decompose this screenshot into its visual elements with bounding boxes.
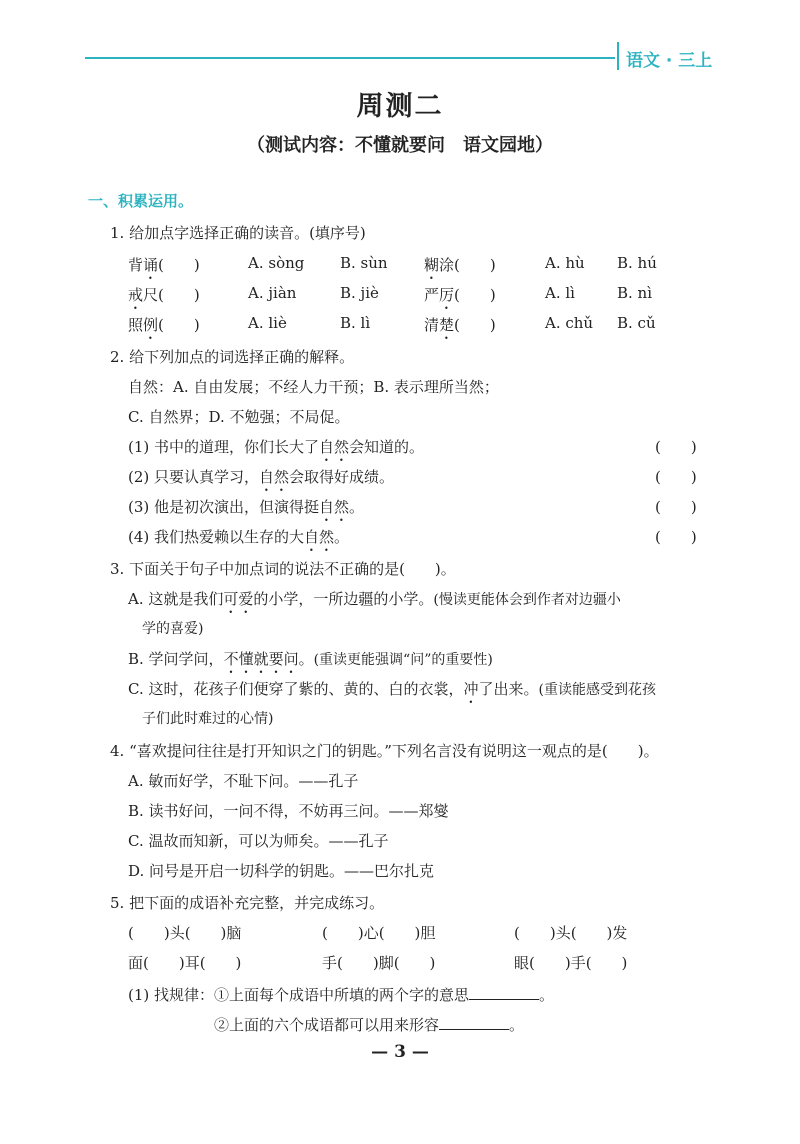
page-title: 周测二 bbox=[356, 91, 444, 122]
q4-option-a: A. 敏而好学，不耻下问。——孔子 bbox=[128, 772, 359, 790]
q5-idiom-1: ( )头( )脑 bbox=[128, 924, 242, 942]
q1-row-2-word: 戒尺( ) bbox=[128, 286, 200, 304]
q2-item-3-answer[interactable]: ( ) bbox=[655, 498, 697, 516]
page-number: — 3 — bbox=[371, 1042, 429, 1062]
q2-item-1: (1) 书中的道理，你们长大了自然会知道的。 bbox=[128, 438, 425, 456]
question-5-stem: 5. 把下面的成语补充完整，并完成练习。 bbox=[110, 894, 385, 912]
question-4-stem: 4. “喜欢提问往往是打开知识之门的钥匙。”下列名言没有说明这一观点的是( )。 bbox=[110, 742, 659, 760]
header-divider bbox=[617, 42, 619, 70]
q1-row-3-option-b2: B. cǔ bbox=[617, 314, 656, 332]
q1-row-3-word: 照例( ) bbox=[128, 316, 200, 334]
q5-sub-2-blank[interactable] bbox=[439, 1015, 509, 1030]
q1-row-1-option-b: B. sùn bbox=[340, 254, 388, 272]
q2-item-2: (2) 只要认真学习，自然会取得好成绩。 bbox=[128, 468, 395, 486]
q5-idiom-4: 面( )耳( ) bbox=[128, 954, 242, 972]
header-rule bbox=[85, 57, 615, 59]
q5-idiom-3: ( )头( )发 bbox=[514, 924, 628, 942]
q1-row-2-option-b2: B. nì bbox=[617, 284, 653, 302]
q4-option-d: D. 问号是开启一切科学的钥匙。——巴尔扎克 bbox=[128, 862, 435, 880]
q1-row-2-option-b: B. jiè bbox=[340, 284, 379, 302]
q5-idiom-6: 眼( )手( ) bbox=[514, 954, 628, 972]
q1-row-1-option-a2: A. hù bbox=[545, 254, 585, 272]
q5-idiom-2: ( )心( )胆 bbox=[322, 924, 436, 942]
q1-row-3-option-a2: A. chǔ bbox=[545, 314, 594, 332]
q1-row-1-option-b2: B. hú bbox=[617, 254, 657, 272]
q3-option-a-note-cont: 学的喜爱) bbox=[142, 621, 204, 637]
q5-sub-1: (1) 找规律：①上面每个成语中所填的两个字的意思 。 bbox=[128, 986, 555, 1004]
q3-option-a: A. 这就是我们可爱的小学，一所边疆的小学。(慢读更能体会到作者对边疆小 bbox=[128, 590, 621, 608]
header-subject-tag: 语文 · 三上 bbox=[626, 51, 713, 71]
q5-sub-1-blank[interactable] bbox=[469, 985, 539, 1000]
question-3-stem: 3. 下面关于句子中加点词的说法不正确的是( )。 bbox=[110, 560, 456, 578]
q1-row-1-word: 背诵( ) bbox=[128, 256, 200, 274]
page-subtitle: （测试内容：不懂就要问 语文园地） bbox=[247, 135, 553, 156]
q4-option-c: C. 温故而知新，可以为师矣。——孔子 bbox=[128, 832, 389, 850]
q2-item-4-answer[interactable]: ( ) bbox=[655, 528, 697, 546]
q2-item-2-answer[interactable]: ( ) bbox=[655, 468, 697, 486]
q1-row-3-option-b: B. lì bbox=[340, 314, 371, 332]
q3-option-c: C. 这时，花孩子们便穿了紫的、黄的、白的衣裳，冲了出来。(重读能感受到花孩 bbox=[128, 680, 656, 698]
q2-item-4: (4) 我们热爱赖以生存的大自然。 bbox=[128, 528, 350, 546]
q1-row-3-option-a: A. liè bbox=[248, 314, 287, 332]
section-heading: 一、积累运用。 bbox=[88, 192, 194, 210]
q4-option-b: B. 读书好问，一问不得，不妨再三问。——郑燮 bbox=[128, 802, 449, 820]
q5-sub-2: ②上面的六个成语都可以用来形容 。 bbox=[214, 1016, 525, 1034]
q1-row-2-option-a2: A. lì bbox=[545, 284, 575, 302]
q2-definition-line-1: 自然：A. 自由发展；不经人力干预；B. 表示理所当然； bbox=[128, 378, 499, 396]
question-1-stem: 1. 给加点字选择正确的读音。(填序号) bbox=[110, 224, 366, 242]
q1-row-1-option-a: A. sòng bbox=[248, 254, 305, 272]
q2-item-3: (3) 他是初次演出，但演得挺自然。 bbox=[128, 498, 365, 516]
q1-row-2-option-a: A. jiàn bbox=[248, 284, 297, 302]
q3-option-c-note-cont: 子们此时难过的心情) bbox=[142, 711, 274, 727]
q3-option-b: B. 学问学问，不懂就要问。(重读更能强调“问”的重要性) bbox=[128, 650, 493, 668]
q1-row-2-word2: 严厉( ) bbox=[424, 286, 496, 304]
q5-idiom-5: 手( )脚( ) bbox=[322, 954, 436, 972]
q2-item-1-answer[interactable]: ( ) bbox=[655, 438, 697, 456]
question-2-stem: 2. 给下列加点的词选择正确的解释。 bbox=[110, 348, 355, 366]
q1-row-3-word2: 清楚( ) bbox=[424, 316, 496, 334]
q2-definition-line-2: C. 自然界；D. 不勉强；不局促。 bbox=[128, 408, 350, 426]
q1-row-1-word2: 糊涂( ) bbox=[424, 256, 496, 274]
